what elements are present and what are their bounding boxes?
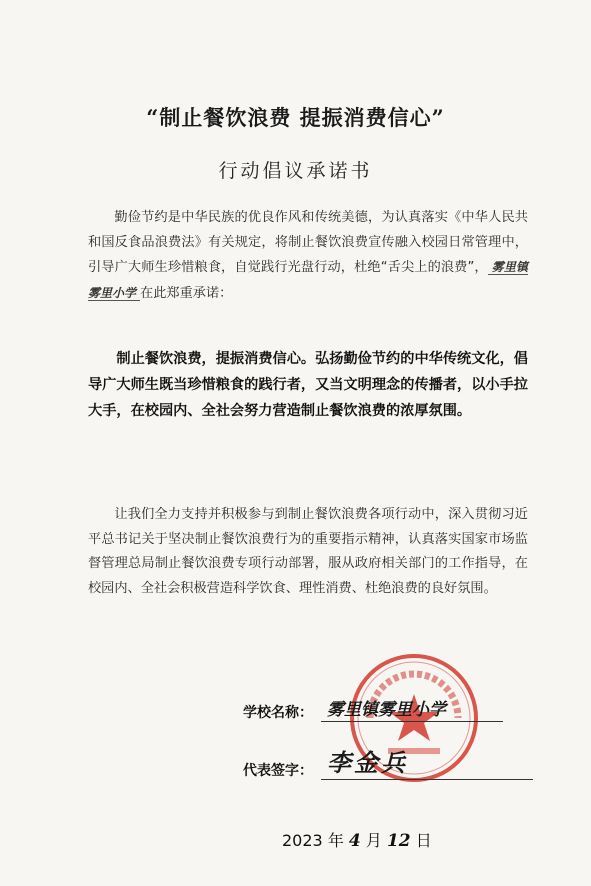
representative-label: 代表签字： (243, 763, 313, 779)
handwritten-school-inline: 雾里镇雾里小学 (88, 260, 528, 300)
paragraph-action: 让我们全力支持并积极参与到制止餐饮浪费各项行动中，深入贯彻习近平总书记关于坚决制止餐饮浪费行为的重要指示精神，认真落实国家市场监督管理总局制止餐饮浪费专项行动部署，服从政府相关部门的工作指导，在校园内、全社会积极营造科学饮食、理性消费、杜绝浪费的良好氛围。 (88, 507, 528, 596)
document-title: “制止餐饮浪费 提振消费信心” (146, 105, 445, 130)
date-month-unit: 月 (365, 831, 382, 850)
school-name-label: 学校名称： (243, 705, 313, 721)
date-day-unit: 日 (415, 831, 432, 850)
paragraph-intro (88, 206, 528, 306)
paragraph-intro-end: 在此郑重承诺： (140, 285, 233, 301)
school-name-row (243, 700, 446, 722)
representative-row (243, 748, 408, 780)
school-name-handwritten: 雾里镇雾里小学 (321, 695, 503, 722)
paragraph-intro-text: 勤俭节约是中华民族的优良作风和传统美德，为认真落实《中华人民共和国反食品浪费法》有关规定，将制止餐饮浪费宣传融入校园日常管理中，引导广大师生珍惜粮食，自觉践行光盘行动，杜绝“舌尖上的浪费”， (88, 210, 528, 275)
representative-signature: 李金兵 (321, 743, 533, 780)
date-year-unit: 年 (327, 831, 344, 850)
document-date (282, 828, 432, 851)
date-month: 4 (348, 831, 361, 851)
date-day: 12 (386, 831, 411, 851)
paragraph-commitment: 制止餐饮浪费，提振消费信心。弘扬勤俭节约的中华传统文化，倡导广大师生既当珍惜粮食的践行者，又当文明理念的传播者，以小手拉大手，在校园内、全社会努力营造制止餐饮浪费的浓厚氛围。 (88, 351, 528, 419)
document-subtitle: 行动倡议承诺书 (218, 160, 373, 182)
date-year: 2023 (282, 831, 323, 850)
